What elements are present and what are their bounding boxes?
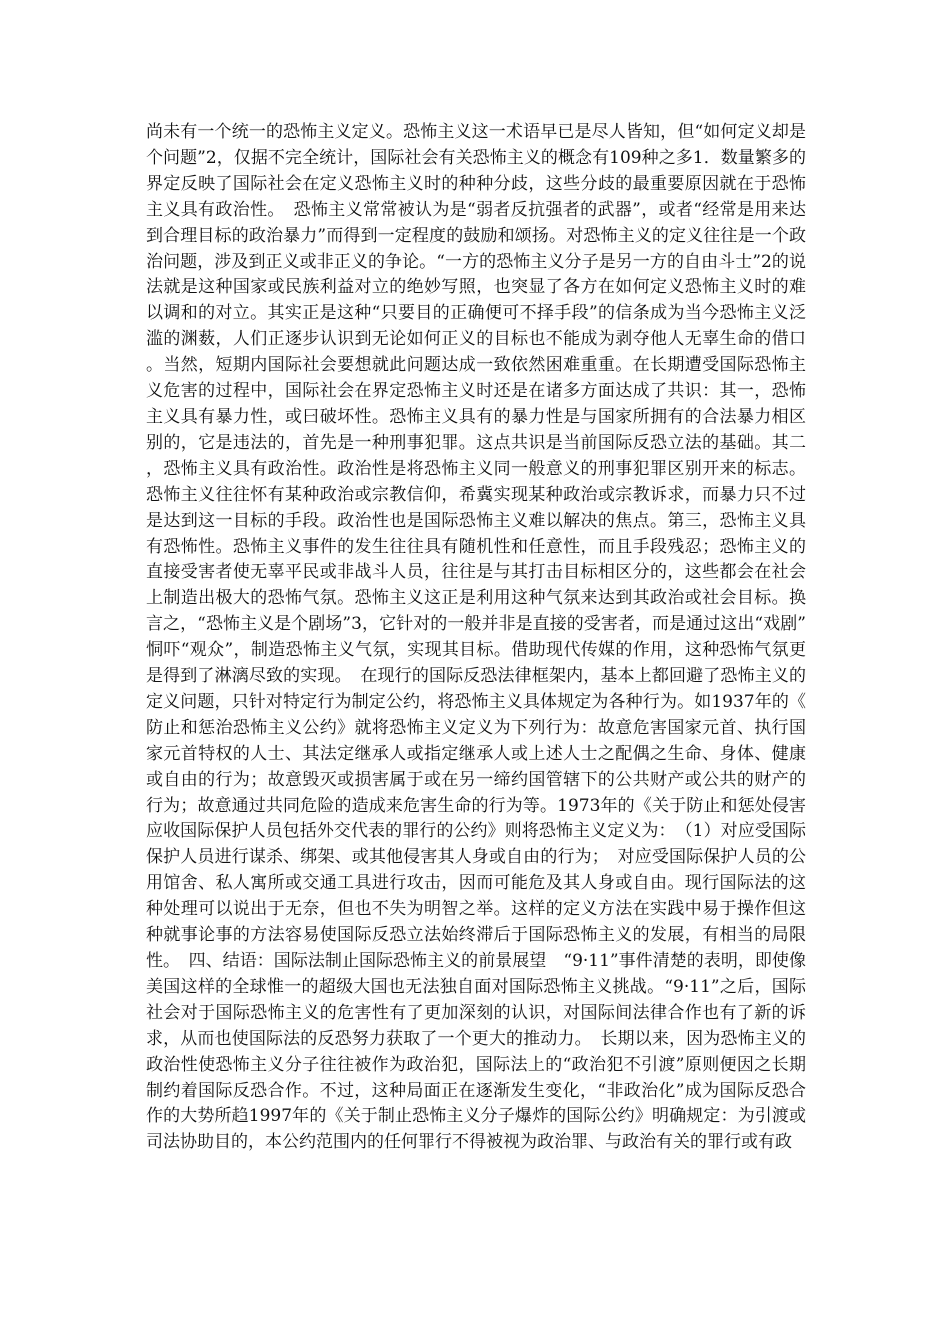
body-paragraph: 尚未有一个统一的恐怖主义定义。恐怖主义这一术语早已是尽人皆知，但“如何定义却是个问题”2，仅据不完全统计，国际社会有关恐怖主义的概念有109种之多1．数量繁多的界定反映了国际社会在定义恐怖主义时的种种分歧，这些分歧的最重要原因就在于恐怖主义具有政治性。 恐怖主义常常被认为是“弱者反抗强者的武器”，或者“经常是用来达到合理目标的政治暴力”而得到一定程度的鼓励和颂扬。对恐怖主义的定义往往是一个政治问题，涉及到正义或非正义的争论。“一方的恐怖主义分子是另一方的自由斗士”2的说法就是这种国家或民族利益对立的绝妙写照，也突显了各方在如何定义恐怖主义时的难以调和的对立。其实正是这种“只要目的正确便可不择手段”的信条成为当今恐怖主义泛滥的渊薮，人们正逐步认识到无论如何正义的目标也不能成为剥夺他人无辜生命的借口。当然，短期内国际社会要想就此问题达成一致依然困难重重。在长期遭受国际恐怖主义危害的过程中，国际社会在界定恐怖主义时还是在诸多方面达成了共识：其一，恐怖主义具有暴力性，或曰破坏性。恐怖主义具有的暴力性是与国家所拥有的合法暴力相区别的，它是违法的，首先是一种刑事犯罪。这点共识是当前国际反恐立法的基础。其二，恐怖主义具有政治性。政治性是将恐怖主义同一般意义的刑事犯罪区别开来的标志。恐怖主义往往怀有某种政治或宗教信仰，希冀实现某种政治或宗教诉求，而暴力只不过是达到这一目标的手段。政治性也是国际恐怖主义难以解决的焦点。第三，恐怖主义具有恐怖性。恐怖主义事件的发生往往具有随机性和任意性，而且手段残忍；恐怖主义的直接受害者使无辜平民或非战斗人员，往往是与其打击目标相区分的，这些都会在社会上制造出极大的恐怖气氛。恐怖主义这正是利用这种气氛来达到其政治或社会目标。换言之，“恐怖主义是个剧场”3，它针对的一般并非是直接的受害者，而是通过这出“戏剧”恫吓“观众”，制造恐怖主义气氛，实现其目标。借助现代传媒的作用，这种恐怖气氛更是得到了淋漓尽致的实现。 在现行的国际反恐法律框架内，基本上都回避了恐怖主义的定义问题，只针对特定行为制定公约，将恐怖主义具体规定为各种行为。如1937年的《防止和惩治恐怖主义公约》就将恐怖主义定义为下列行为：故意危害国家元首、执行国家元首特权的人士、其法定继承人或指定继承人或上述人士之配偶之生命、身体、健康或自由的行为；故意毁灭或损害属于或在另一缔约国管辖下的公共财产或公共的财产的行为；故意通过共同危险的造成来危害生命的行为等。1973年的《关于防止和惩处侵害应收国际保护人员包括外交代表的罪行的公约》则将恐怖主义定义为： （1）对应受国际保护人员进行谋杀、绑架、或其他侵害其人身或自由的行为； 对应受国际保护人员的公用馆舍、私人寓所或交通工具进行攻击，因而可能危及其人身或自由。现行国际法的这种处理可以说出于无奈，但也不失为明智之举。这样的定义方法在实践中易于操作但这种就事论事的方法容易使国际反恐立法始终滞后于国际恐怖主义的发展，有相当的局限性。 四、结语：国际法制止国际恐怖主义的前景展望 “9·11”事件清楚的表明，即使像美国这样的全球惟一的超级大国也无法独自面对国际恐怖主义挑战。“9·11”之后，国际社会对于国际恐怖主义的危害性有了更加深刻的认识，对国际间法律合作也有了新的诉求，从而也使国际法的反恐努力获取了一个更大的推动力。 长期以来，因为恐怖主义的政治性使恐怖主义分子往往被作为政治犯，国际法上的“政治犯不引渡”原则便因之长期制约着国际反恐合作。不过，这种局面正在逐渐发生变化，“非政治化”成为国际反恐合作的大势所趋1997年的《关于制止恐怖主义分子爆炸的国际公约》明确规定：为引渡或司法协助目的，本公约范围内的任何罪行不得被视为政治罪、与政治有关的罪行或有政 [146,122,806,1153]
